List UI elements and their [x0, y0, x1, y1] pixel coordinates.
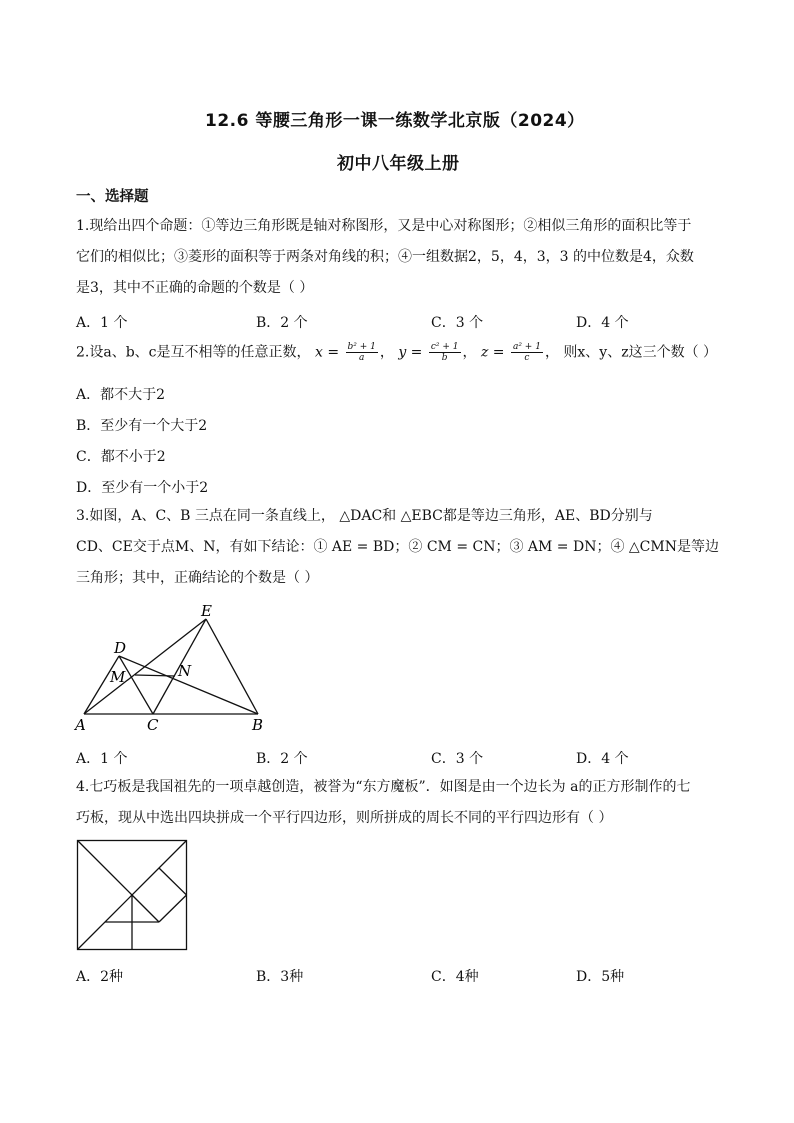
q4-option-c[interactable]: C．4种 — [431, 969, 479, 985]
q2-z-lhs: z = — [480, 344, 505, 361]
q2-prefix: 2.设a、b、c是互不相等的任意正数， — [76, 344, 311, 361]
q1-option-d[interactable]: D．4 个 — [576, 315, 629, 331]
q1-option-a[interactable]: A．1 个 — [76, 315, 128, 331]
q3-line-1: 3.如图，A、C、B 三点在同一条直线上， △DAC和 △EBC都是等边三角形，AE、BD分别与 — [76, 508, 653, 524]
q3-option-c[interactable]: C．3 个 — [431, 751, 484, 767]
label-b: B — [252, 716, 264, 734]
section-heading: 一、选择题 — [76, 189, 149, 205]
label-m: M — [110, 668, 126, 686]
q2-y-numerator: c² + 1 — [430, 342, 459, 352]
q3-line-3: 三角形；其中，正确结论的个数是（ ） — [76, 570, 319, 586]
line-mn — [135, 675, 175, 676]
q2-x-fraction — [346, 342, 378, 363]
q2-z-fraction — [511, 342, 543, 363]
tangram-line-2 — [159, 868, 187, 895]
q3-option-a[interactable]: A．1 个 — [76, 751, 128, 767]
tangram-diag-1 — [78, 841, 133, 896]
q1-option-c[interactable]: C．3 个 — [431, 315, 484, 331]
q1-line-1: 1.现给出四个命题：①等边三角形既是轴对称图形，又是中心对称图形；②相似三角形的面积比等于 — [76, 218, 692, 234]
q2-x-lhs: x = — [314, 344, 340, 361]
q2-stem: 2.设a、b、c是互不相等的任意正数， x = $\frac{\text{b² + 1}}{a}$ ， y = $\frac{\text{c² + 1}}{b}$ ， z = $\frac{\text{a² + 1}}{c}$ ， 则x、y、z这三个数（ ） — [76, 342, 718, 363]
tangram-line-1 — [132, 895, 159, 922]
label-c: C — [147, 716, 159, 734]
q2-suffix: 则x、y、z这三个数（ ） — [563, 344, 718, 361]
label-a: A — [75, 716, 86, 734]
q2-option-b[interactable]: B．至少有一个大于2 — [76, 418, 208, 434]
q2-option-a[interactable]: A．都不大于2 — [76, 387, 166, 403]
page-title: 12.6 等腰三角形一课一练数学北京版（2024） — [205, 111, 585, 131]
q3-line-2: CD、CE交于点M、N，有如下结论：① AE = BD；② CM = CN；③ AM = DN；④ △CMN是等边 — [76, 539, 719, 555]
label-n: N — [178, 662, 192, 680]
q2-option-d[interactable]: D．至少有一个小于2 — [76, 480, 209, 496]
q2-option-c[interactable]: C．都不小于2 — [76, 449, 166, 465]
label-d: D — [114, 639, 127, 657]
q2-y-denominator: b — [441, 353, 448, 363]
q1-line-3: 是3，其中不正确的命题的个数是（ ） — [76, 280, 314, 296]
q2-y-fraction — [429, 342, 461, 363]
q4-option-d[interactable]: D．5种 — [576, 969, 625, 985]
page-subtitle: 初中八年级上册 — [337, 154, 460, 174]
q4-line-1: 4.七巧板是我国祖先的一项卓越创造，被誉为“东方魔板”．如图是由一个边长为 a的正方形制作的七 — [76, 779, 691, 795]
q2-z-denominator: c — [524, 353, 530, 363]
q2-x-denominator: a — [358, 353, 365, 363]
q4-option-b[interactable]: B．3种 — [256, 969, 304, 985]
q4-option-a[interactable]: A．2种 — [76, 969, 124, 985]
q3-triangle-figure — [70, 600, 280, 735]
q4-line-2: 巧板，现从中选出四块拼成一个平行四边形，则所拼成的周长不同的平行四边形有（ ） — [76, 810, 613, 826]
q2-x-numerator: b² + 1 — [347, 342, 376, 352]
line-eb — [206, 619, 258, 714]
tangram-line-3 — [159, 895, 187, 922]
q1-option-b[interactable]: B．2 个 — [256, 315, 308, 331]
q3-option-b[interactable]: B．2 个 — [256, 751, 308, 767]
q1-line-2: 它们的相似比；③菱形的面积等于两条对角线的积；④一组数据2，5，4，3，3 的中位数是4，众数 — [76, 249, 694, 265]
q4-tangram-figure — [76, 839, 190, 953]
label-e: E — [201, 602, 212, 620]
q3-option-d[interactable]: D．4 个 — [576, 751, 629, 767]
q2-y-lhs: y = — [398, 344, 423, 361]
q2-z-numerator: a² + 1 — [512, 342, 541, 352]
